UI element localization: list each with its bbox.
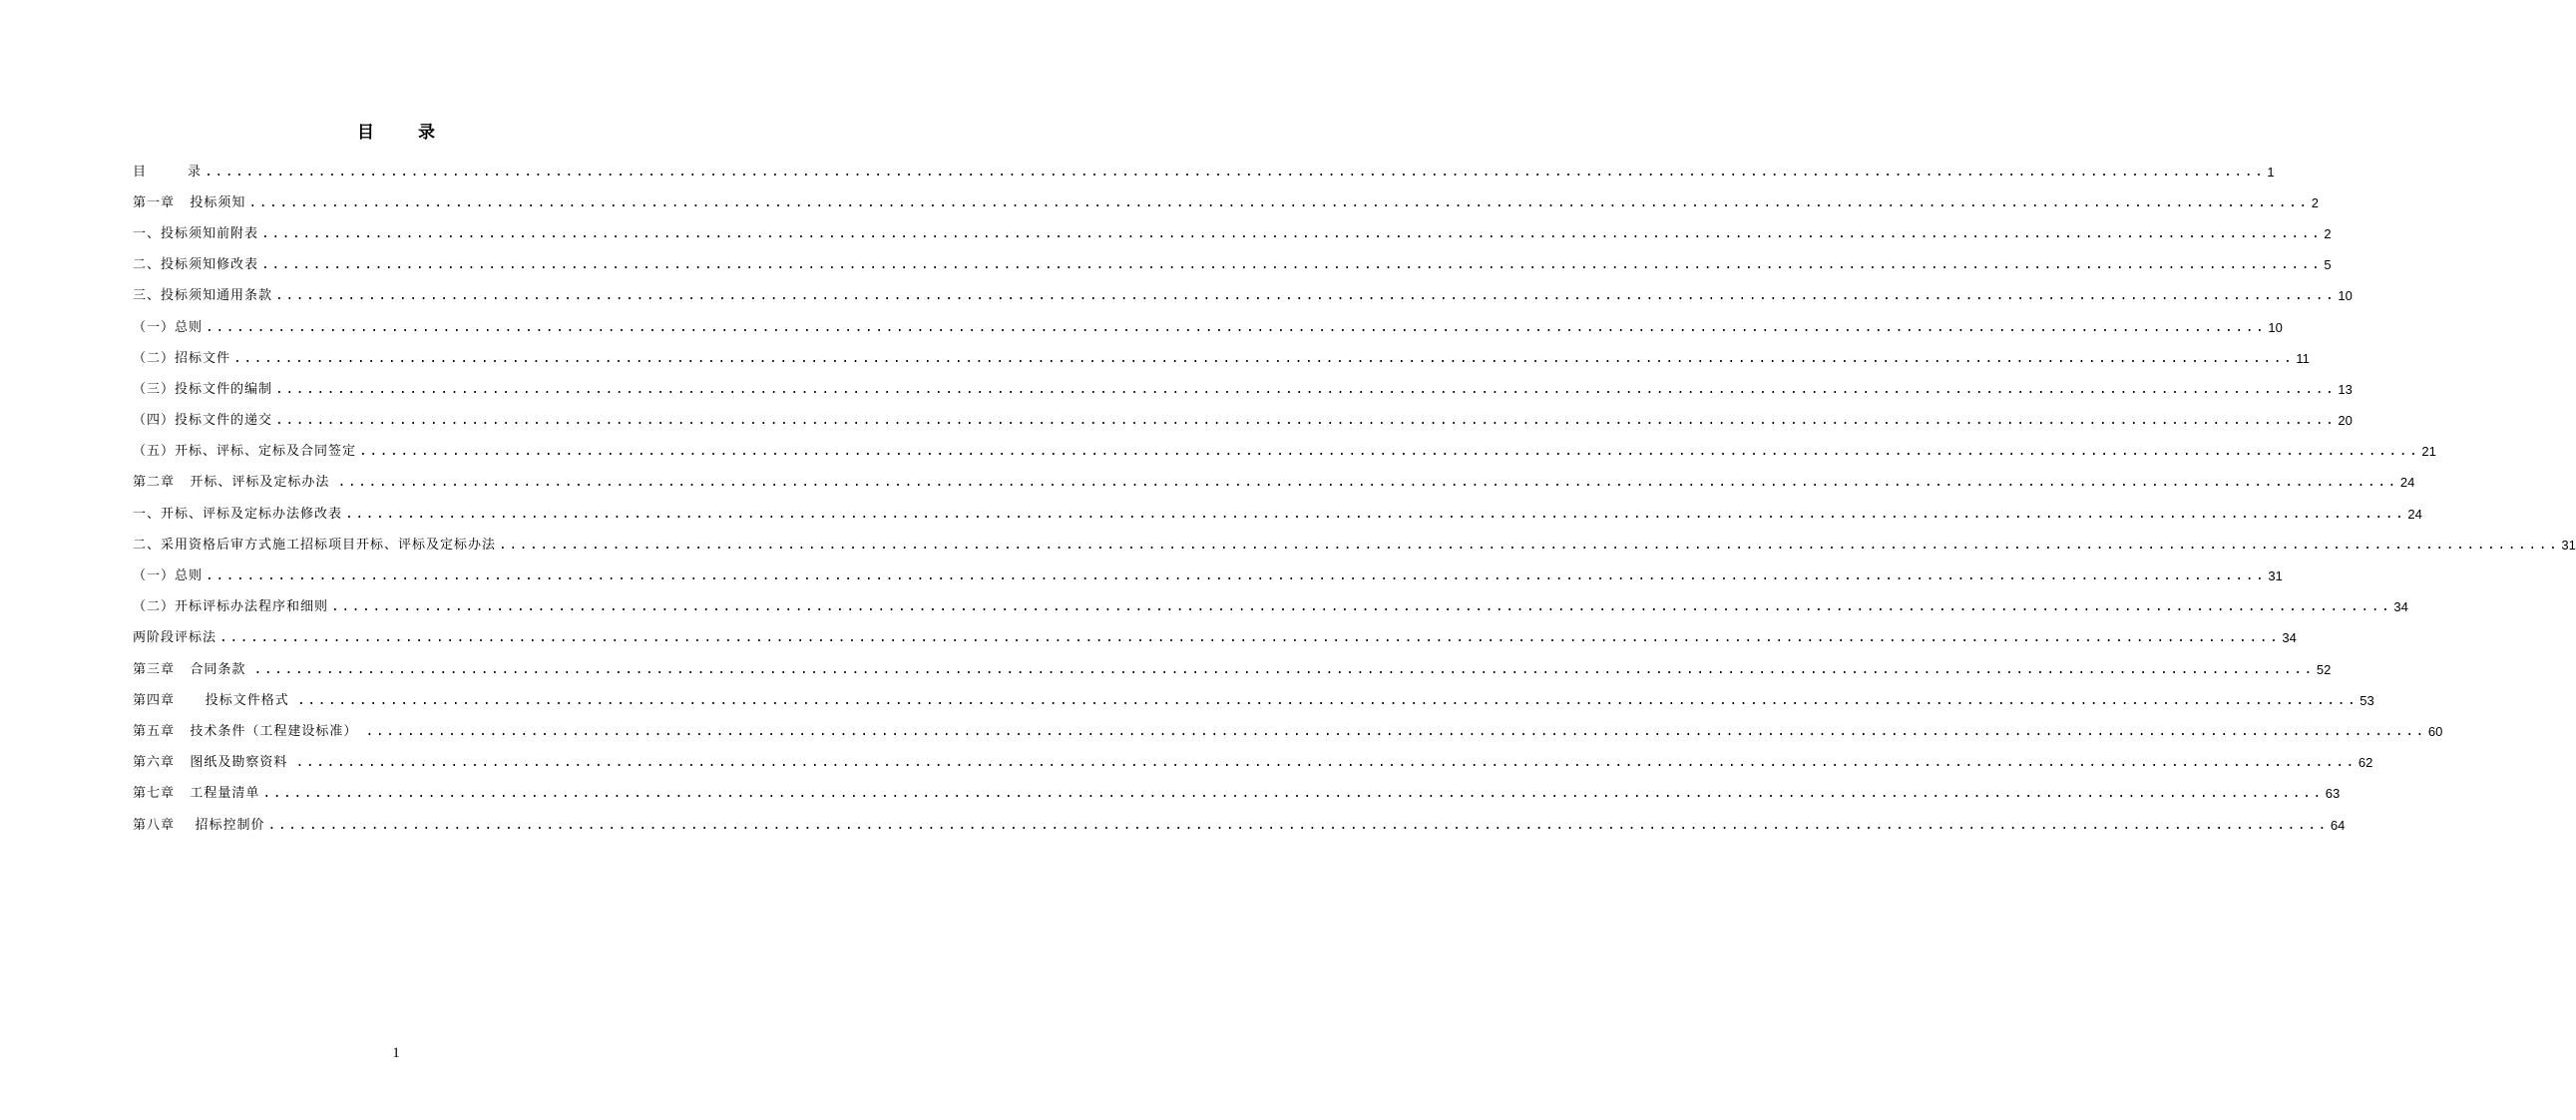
toc-entry-page: 20: [2338, 413, 2353, 429]
toc-entry-label: 两阶段评标法: [133, 630, 217, 646]
toc-dot-leader: ........................................................................................................................................................................................................: [365, 723, 2426, 739]
toc-entry[interactable]: [133, 437, 2436, 468]
toc-dot-leader: ........................................................................................................................................................................................................: [206, 319, 2267, 335]
toc-entry-page: 21: [2421, 444, 2436, 460]
toc-entry-page: 63: [2325, 786, 2341, 802]
toc-entry-page: 64: [2330, 817, 2346, 833]
toc-entry-label: （二）招标文件: [133, 350, 231, 366]
toc-entry-page: 31: [2561, 537, 2576, 553]
toc-entry-page: 24: [2399, 475, 2415, 491]
toc-entry[interactable]: [133, 779, 2341, 810]
toc-entry-page: 62: [2358, 755, 2373, 771]
page-number: 1: [392, 1045, 400, 1061]
toc-dot-leader: ........................................................................................................................................................................................................: [262, 786, 2324, 802]
toc-entry-page: 52: [2316, 661, 2332, 677]
toc-entry-label: （三）投标文件的编制: [133, 381, 273, 397]
toc-entry-label: 二、投标须知修改表: [133, 257, 259, 273]
toc-dot-leader: ........................................................................................................................................................................................................: [295, 755, 2357, 771]
toc-dot-leader: ........................................................................................................................................................................................................: [261, 225, 2323, 241]
toc-entry[interactable]: [133, 499, 2422, 530]
toc-entry-label: 第五章 技术条件（工程建设标准）: [133, 723, 363, 739]
toc-title: 目录: [357, 123, 479, 143]
toc-entry-label: （二）开标评标办法程序和细则: [133, 599, 329, 615]
toc-dot-leader: ........................................................................................................................................................................................................: [275, 381, 2337, 397]
toc-dot-leader: ........................................................................................................................................................................................................: [275, 288, 2337, 304]
toc-entry-label: 第七章 工程量清单: [133, 786, 260, 802]
toc-entry-label: 第八章 招标控制价: [133, 817, 265, 833]
toc-dot-leader: ........................................................................................................................................................................................................: [248, 194, 2310, 210]
toc-entry[interactable]: [133, 560, 2283, 591]
toc-entry[interactable]: [133, 530, 2576, 560]
toc-entry[interactable]: [133, 250, 2332, 281]
toc-entry-page: 31: [2268, 568, 2283, 584]
toc-entry-page: 1: [2267, 164, 2275, 180]
toc-entry[interactable]: [133, 592, 2408, 623]
toc-entry-label: （五）开标、评标、定标及合同签定: [133, 444, 357, 460]
toc-entry[interactable]: [133, 468, 2415, 499]
toc-entry-page: 10: [2268, 319, 2283, 335]
toc-dot-leader: ........................................................................................................................................................................................................: [275, 413, 2337, 429]
toc-entry-label: 三、投标须知通用条款: [133, 288, 273, 304]
toc-dot-leader: ........................................................................................................................................................................................................: [331, 599, 2392, 615]
toc-entry-label: 第六章 图纸及勘察资料: [133, 755, 293, 771]
toc-entry[interactable]: [133, 623, 2297, 654]
toc-entry[interactable]: [133, 748, 2373, 779]
toc-entry-label: 第二章 开标、评标及定标办法: [133, 475, 335, 491]
toc-entry-label: 一、投标须知前附表: [133, 225, 259, 241]
toc-dot-leader: ........................................................................................................................................................................................................: [267, 817, 2329, 833]
toc-entry[interactable]: [133, 218, 2332, 249]
toc-dot-leader: ........................................................................................................................................................................................................: [233, 350, 2295, 366]
toc-entry[interactable]: [133, 374, 2353, 405]
toc-entry[interactable]: [133, 312, 2283, 343]
toc-dot-leader: ........................................................................................................................................................................................................: [296, 692, 2359, 708]
toc-entry-page: 10: [2338, 288, 2353, 304]
toc-dot-leader: ........................................................................................................................................................................................................: [206, 568, 2267, 584]
toc-dot-leader: ........................................................................................................................................................................................................: [219, 630, 2281, 646]
toc-entry[interactable]: [133, 187, 2319, 218]
toc-entry-label: （四）投标文件的递交: [133, 413, 273, 429]
toc-entry-label: 一、开标、评标及定标办法修改表: [133, 506, 343, 522]
toc-entry-label: 第一章 投标须知: [133, 194, 246, 210]
toc-entry[interactable]: [133, 685, 2374, 716]
toc-entry[interactable]: [133, 281, 2353, 312]
toc-entry-page: 11: [2296, 350, 2310, 366]
toc-entry-label: 第三章 合同条款: [133, 661, 251, 677]
toc-entry-page: 24: [2407, 506, 2422, 522]
toc-entry[interactable]: [133, 810, 2346, 841]
toc-entry-page: 5: [2324, 257, 2332, 273]
toc-dot-leader: ........................................................................................................................................................................................................: [499, 537, 2560, 553]
toc-entry[interactable]: [133, 157, 2275, 187]
toc-entry-page: 53: [2360, 692, 2374, 708]
toc-dot-leader: ........................................................................................................................................................................................................: [345, 506, 2406, 522]
toc-entry[interactable]: [133, 654, 2332, 685]
toc-dot-leader: ........................................................................................................................................................................................................: [359, 444, 2420, 460]
toc-entry[interactable]: [133, 406, 2353, 437]
toc-entry-page: 2: [2324, 225, 2332, 241]
toc-dot-leader: ........................................................................................................................................................................................................: [253, 661, 2315, 677]
toc-entry-label: （一）总则: [133, 568, 204, 584]
toc-entry[interactable]: [133, 716, 2443, 747]
toc-dot-leader: ........................................................................................................................................................................................................: [337, 475, 2398, 491]
toc-entry-label: 第四章 投标文件格式: [133, 692, 294, 708]
table-of-contents: [133, 157, 2576, 841]
toc-entry-label: 二、采用资格后审方式施工招标项目开标、评标及定标办法: [133, 537, 497, 553]
toc-entry[interactable]: [133, 343, 2310, 374]
toc-entry-page: 2: [2311, 194, 2319, 210]
toc-dot-leader: ........................................................................................................................................................................................................: [261, 257, 2323, 273]
toc-entry-label: （一）总则: [133, 319, 204, 335]
toc-entry-page: 13: [2338, 381, 2353, 397]
toc-entry-page: 60: [2427, 723, 2443, 739]
toc-entry-label: 目 录: [133, 164, 203, 180]
toc-entry-page: 34: [2393, 599, 2408, 615]
toc-entry-page: 34: [2282, 630, 2297, 646]
toc-dot-leader: ........................................................................................................................................................................................................: [205, 164, 2266, 180]
